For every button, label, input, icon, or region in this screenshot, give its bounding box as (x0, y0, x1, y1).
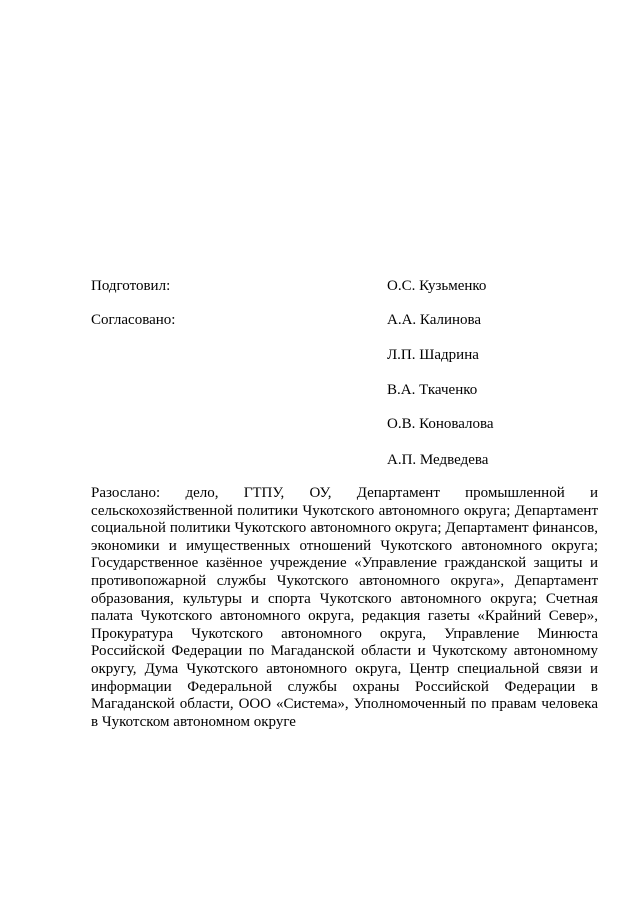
approver-name: О.В. Коновалова (387, 416, 494, 432)
signature-row-approver-3 (91, 380, 601, 400)
prepared-by-label: Подготовил: (91, 278, 171, 294)
signature-row-approver-4 (91, 414, 601, 434)
approver-name: А.А. Калинова (387, 312, 482, 328)
approved-label: Согласовано: (91, 312, 176, 328)
signature-row-approver-5 (91, 450, 601, 470)
approver-name: Л.П. Шадрина (387, 347, 479, 363)
distribution-list: Разослано: дело, ГТПУ, ОУ, Департамент промышленной и сельскохозяйственной политики Чукотского автономного округа; Департамент социальной политики Чукотского автономного округа; Департамент финансов, экономики и имущественных отношений Чукотского автономного округа; Государственное казённое учреждение «Управление гражданской защиты и противопожарной службы Чукотского автономного округа», Департамент образования, культуры и спорта Чукотского автономного округа; Счетная палата Чукотского автономного округа, редакция газеты «Крайний Север», Прокуратура Чукотского автономного округа, Управление Минюста Российской Федерации по Магаданской области и Чукотскому автономному округу, Дума Чукотского автономного округа, Центр специальной связи и информации Федеральной службы охраны Российской Федерации в Магаданской области, ООО «Система», Уполномоченный по правам человека в Чукотском автономном округе (91, 485, 598, 730)
approver-name: А.П. Медведева (387, 452, 489, 468)
signature-row-approver-2 (91, 345, 601, 365)
signature-row-approved (91, 310, 601, 330)
approver-name: В.А. Ткаченко (387, 382, 478, 398)
prepared-by-name: О.С. Кузьменко (387, 278, 487, 294)
signature-row-prepared (91, 276, 601, 296)
